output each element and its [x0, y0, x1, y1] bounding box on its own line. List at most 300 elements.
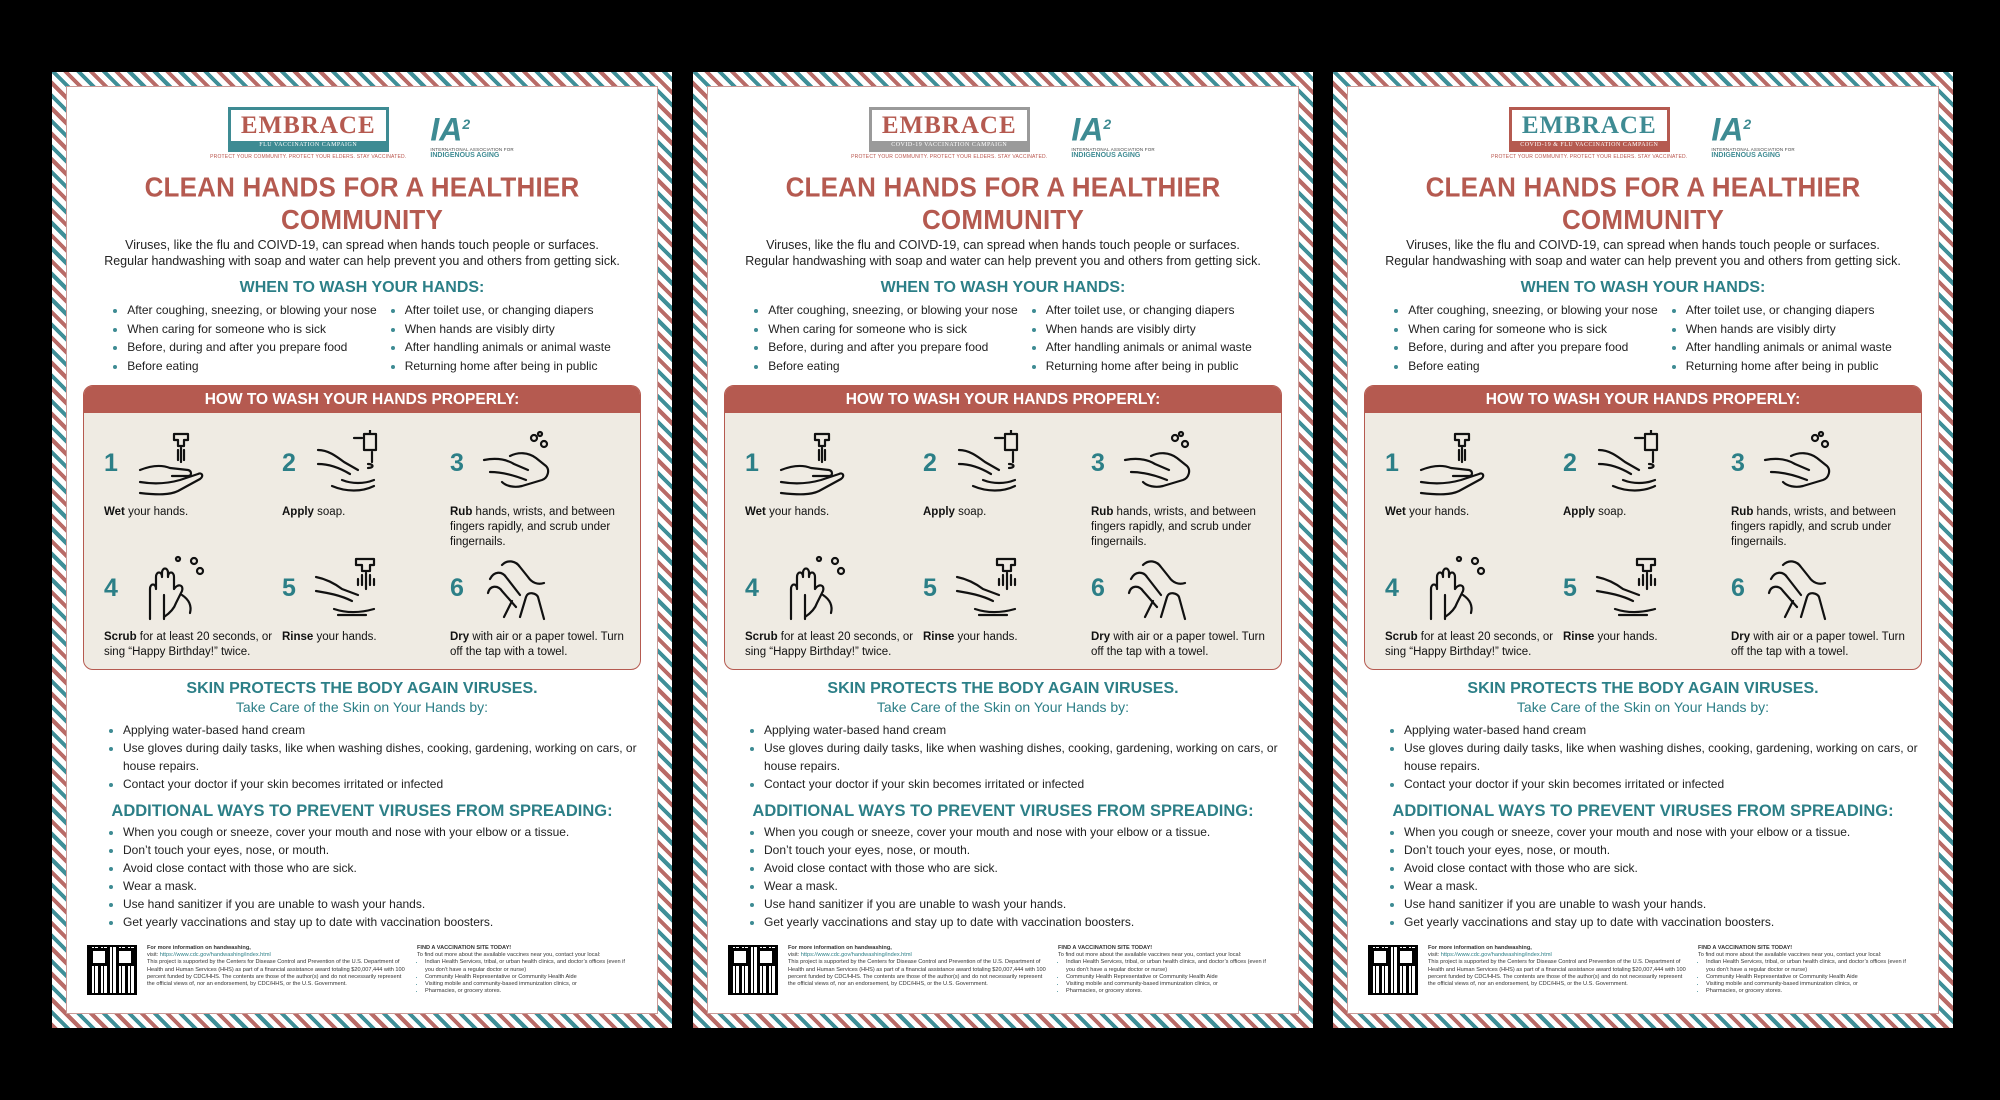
step-description: [745, 630, 915, 660]
hands-under-tap-icon: [773, 430, 847, 496]
wash-step-5: [1563, 548, 1723, 670]
poster-content: [66, 86, 658, 1014]
footer-info: [1428, 945, 1688, 995]
wash-steps: [725, 413, 1281, 670]
skin-subheading: Take Care of the Skin on Your Hands by:: [1516, 699, 1770, 715]
step-header: [450, 548, 630, 628]
ia2-org-line: INTERNATIONAL ASSOCIATION FOR: [430, 146, 514, 152]
step-action: Dry: [450, 631, 470, 643]
paper-towel-icon: [478, 555, 552, 621]
step-description: [450, 630, 630, 660]
wash-step-1: [1385, 423, 1555, 548]
footer-disclaimer: This project is supported by the Centers for Disease Control and Prevention of the U.S. Department of Health and Human Services (HHS) as part of a financial assistance award totaling $20,007,444 with 100 percent funded by CDC/HHS. The contents are those of the author(s) and do not necessarily represent the official views of, nor an endorsement, by CDC/HHS, or the U.S. Government.: [147, 959, 405, 988]
ia2-superscript: 2: [1103, 116, 1112, 132]
step-description: [1731, 505, 1911, 550]
list-item: • When you cough or sneeze, cover your mouth and nose with your elbow or a tissue.: [764, 823, 1278, 841]
handwashing-link[interactable]: https://www.cdc.gov/handwashing/index.html: [1440, 952, 1552, 959]
wash-step-3: [1731, 423, 1911, 548]
list-item: • Wear a mask.: [1404, 877, 1918, 895]
rubbing-hands-icon: [478, 430, 552, 496]
step-detail: with air or a paper towel. Turn off the tap with a towel.: [1091, 631, 1265, 658]
poster-title: CLEAN HANDS FOR A HEALTHIER COMMUNITY: [785, 171, 1221, 236]
intro-line-1: Viruses, like the flu and COIVD-19, can spread when hands touch people or surfaces.: [766, 238, 1240, 252]
handwashing-link[interactable]: https://www.cdc.gov/handwashing/index.html: [800, 952, 912, 959]
step-header: [1731, 423, 1911, 503]
step-header: [923, 423, 1083, 503]
list-item: • Use hand sanitizer if you are unable to wash your hands.: [764, 895, 1278, 913]
logo-row: [728, 107, 1278, 169]
footer-visit-label: visit:: [147, 952, 160, 959]
wash-step-5: [923, 548, 1083, 670]
paper-towel-icon: [1119, 555, 1193, 621]
skin-care-list: [87, 721, 637, 793]
intro-line-2: Regular handwashing with soap and water can help prevent you and others from getting sick.: [745, 254, 1261, 268]
list-item: • Visiting mobile and community-based immunization clinics, or: [425, 981, 627, 988]
wash-steps: [84, 413, 640, 670]
step-action: Dry: [1091, 631, 1111, 643]
footer-visit-line: [147, 952, 407, 959]
list-item: • When hands are visibly dirty: [405, 320, 611, 339]
skin-subheading: Take Care of the Skin on Your Hands by:: [235, 699, 489, 715]
rinse-hands-icon: [1591, 555, 1665, 621]
list-item: • Avoid close contact with those who are sick.: [764, 859, 1278, 877]
list-item: • Pharmacies, or grocery stores.: [425, 988, 627, 995]
find-site-list: [417, 959, 627, 995]
list-item: • After coughing, sneezing, or blowing your nose: [768, 301, 1018, 320]
wash-step-3: [1091, 423, 1271, 548]
step-description: [104, 630, 274, 660]
step-action: Apply: [1563, 506, 1595, 518]
campaign-name: COVID-19 VACCINATION CAMPAIGN: [872, 141, 1027, 149]
list-item: • Contact your doctor if your skin becomes irritated or infected: [1404, 775, 1918, 793]
find-site-heading: FIND A VACCINATION SITE TODAY!: [1058, 945, 1153, 951]
additional-ways-list: [728, 823, 1278, 931]
step-description: [450, 505, 630, 550]
step-detail: soap.: [954, 506, 987, 518]
skin-heading: SKIN PROTECTS THE BODY AGAIN VIRUSES.: [827, 680, 1179, 697]
handwashing-poster-1: [52, 72, 672, 1028]
footer-visit-line: [1428, 952, 1688, 959]
step-description: [1385, 630, 1555, 660]
step-number: 5: [1563, 573, 1577, 602]
step-action: Rinse: [923, 631, 955, 643]
skin-subheading: Take Care of the Skin on Your Hands by:: [876, 699, 1130, 715]
poster-content: [707, 86, 1299, 1014]
list-item: • After coughing, sneezing, or blowing your nose: [1408, 301, 1658, 320]
how-to-wash-heading: HOW TO WASH YOUR HANDS PROPERLY:: [1365, 386, 1921, 413]
list-item: • After toilet use, or changing diapers: [405, 301, 611, 320]
additional-ways-heading: ADDITIONAL WAYS TO PREVENT VIRUSES FROM SPREADING:: [752, 802, 1254, 820]
list-item: • After toilet use, or changing diapers: [1686, 301, 1892, 320]
find-site-heading: FIND A VACCINATION SITE TODAY!: [417, 945, 512, 951]
step-detail: with air or a paper towel. Turn off the tap with a towel.: [450, 631, 624, 658]
ia2-org-line: INTERNATIONAL ASSOCIATION FOR: [1071, 146, 1155, 152]
step-detail: your hands.: [1594, 631, 1658, 643]
wash-step-2: [1563, 423, 1723, 548]
list-item: • Get yearly vaccinations and stay up to date with vaccination boosters.: [123, 913, 637, 931]
list-item: • After handling animals or animal waste: [405, 338, 611, 357]
step-action: Scrub: [1385, 631, 1418, 643]
step-description: [745, 505, 915, 520]
step-number: 5: [923, 573, 937, 602]
soap-dispenser-icon: [310, 430, 384, 496]
handwashing-poster-3: [1333, 72, 1953, 1028]
wash-step-2: [923, 423, 1083, 548]
step-header: [745, 423, 915, 503]
list-item: • Wear a mask.: [764, 877, 1278, 895]
step-number: 2: [1563, 448, 1577, 477]
footer-disclaimer: This project is supported by the Centers for Disease Control and Prevention of the U.S. Department of Health and Human Services (HHS) as part of a financial assistance award totaling $20,007,444 with 100 percent funded by CDC/HHS. The contents are those of the author(s) and do not necessarily represent the official views of, nor an endorsement, by CDC/HHS, or the U.S. Government.: [1428, 959, 1686, 988]
list-item: • Before, during and after you prepare food: [1408, 338, 1658, 357]
wash-steps: [1365, 413, 1921, 670]
list-item: • Before eating: [127, 357, 377, 376]
list-item: • After handling animals or animal waste: [1046, 338, 1252, 357]
step-detail: soap.: [1594, 506, 1627, 518]
additional-ways-heading: ADDITIONAL WAYS TO PREVENT VIRUSES FROM SPREADING:: [111, 802, 613, 820]
list-item: • When caring for someone who is sick: [127, 320, 377, 339]
list-item: • Returning home after being in public: [405, 357, 611, 376]
list-item: • Before eating: [768, 357, 1018, 376]
step-action: Rub: [1091, 506, 1114, 518]
step-header: [450, 423, 630, 503]
rubbing-hands-icon: [1119, 430, 1193, 496]
how-to-wash-panel: [1364, 385, 1922, 670]
scrubbing-hands-icon: [1413, 555, 1487, 621]
intro-text: [87, 237, 637, 269]
logo-row: [87, 107, 637, 169]
list-item: • Contact your doctor if your skin becomes irritated or infected: [123, 775, 637, 793]
step-header: [1563, 548, 1723, 628]
soap-dispenser-icon: [1591, 430, 1665, 496]
step-detail: soap.: [313, 506, 346, 518]
step-description: [1385, 505, 1555, 520]
logo-tagline: PROTECT YOUR COMMUNITY. PROTECT YOUR ELDERS. STAY VACCINATED.: [851, 154, 1048, 160]
additional-ways-heading: ADDITIONAL WAYS TO PREVENT VIRUSES FROM SPREADING:: [1392, 802, 1894, 820]
step-header: [1385, 548, 1555, 628]
step-description: [1563, 630, 1723, 645]
footer-visit-label: visit:: [1428, 952, 1441, 959]
hands-under-tap-icon: [1413, 430, 1487, 496]
poster-title: CLEAN HANDS FOR A HEALTHIER COMMUNITY: [1425, 171, 1861, 236]
ia2-letters: IA: [430, 111, 463, 148]
wash-step-1: [745, 423, 915, 548]
wash-step-1: [104, 423, 274, 548]
step-number: 3: [450, 448, 464, 477]
ia2-superscript: 2: [1743, 116, 1752, 132]
when-list-right: [1032, 301, 1252, 375]
find-site-text: To find out more about the available vaccines near you, contact your local:: [417, 952, 601, 959]
step-header: [1731, 548, 1911, 628]
when-list-left: [754, 301, 1018, 375]
list-item: • Use gloves during daily tasks, like when washing dishes, cooking, gardening, working on cars, or house repairs.: [1404, 739, 1918, 775]
step-action: Rinse: [282, 631, 314, 643]
list-item: • After handling animals or animal waste: [1686, 338, 1892, 357]
step-action: Rinse: [1563, 631, 1595, 643]
when-to-wash-heading: WHEN TO WASH YOUR HANDS:: [1520, 279, 1766, 296]
wash-step-4: [104, 548, 274, 670]
step-description: [923, 630, 1083, 645]
step-action: Dry: [1731, 631, 1751, 643]
list-item: • Returning home after being in public: [1686, 357, 1892, 376]
list-item: • Before, during and after you prepare food: [127, 338, 377, 357]
step-action: Wet: [1385, 506, 1406, 518]
list-item: • When hands are visibly dirty: [1046, 320, 1252, 339]
embrace-logo: [851, 107, 1047, 160]
hands-under-tap-icon: [132, 430, 206, 496]
step-description: [1091, 630, 1271, 660]
intro-text: [728, 237, 1278, 269]
step-description: [1091, 505, 1271, 550]
ia2-superscript: 2: [462, 116, 471, 132]
embrace-logo-box: [869, 107, 1030, 152]
step-number: 1: [745, 448, 759, 477]
list-item: • Avoid close contact with those who are sick.: [1404, 859, 1918, 877]
intro-text: [1368, 237, 1918, 269]
intro-line-1: Viruses, like the flu and COIVD-19, can spread when hands touch people or surfaces.: [125, 238, 599, 252]
embrace-logo-box: [1509, 107, 1670, 152]
list-item: • Use hand sanitizer if you are unable to wash your hands.: [123, 895, 637, 913]
logo-tagline: PROTECT YOUR COMMUNITY. PROTECT YOUR ELDERS. STAY VACCINATED.: [1491, 154, 1688, 160]
qr-code-icon: [728, 945, 778, 995]
list-item: • Applying water-based hand cream: [1404, 721, 1918, 739]
step-action: Wet: [104, 506, 125, 518]
ia2-letters: IA: [1071, 111, 1104, 148]
when-to-wash-list: [1368, 301, 1918, 375]
step-description: [1563, 505, 1723, 520]
ia2-mark: [1711, 107, 1794, 147]
step-action: Scrub: [104, 631, 137, 643]
logo-row: [1368, 107, 1918, 169]
list-item: • After coughing, sneezing, or blowing your nose: [127, 301, 377, 320]
step-description: [1731, 630, 1911, 660]
list-item: • Wear a mask.: [123, 877, 637, 895]
list-item: • Contact your doctor if your skin becomes irritated or infected: [764, 775, 1278, 793]
intro-line-2: Regular handwashing with soap and water can help prevent you and others from getting sick.: [1385, 254, 1901, 268]
rinse-hands-icon: [951, 555, 1025, 621]
find-site-heading: FIND A VACCINATION SITE TODAY!: [1698, 945, 1793, 951]
step-header: [1385, 423, 1555, 503]
list-item: • Visiting mobile and community-based immunization clinics, or: [1066, 981, 1268, 988]
handwashing-poster-2: [693, 72, 1313, 1028]
list-item: • Use gloves during daily tasks, like when washing dishes, cooking, gardening, working on cars, or house repairs.: [123, 739, 637, 775]
step-description: [282, 630, 442, 645]
list-item: • Don’t touch your eyes, nose, or mouth.: [764, 841, 1278, 859]
wash-step-3: [450, 423, 630, 548]
ia2-mark: [430, 107, 513, 147]
step-detail: your hands.: [313, 631, 377, 643]
soap-dispenser-icon: [951, 430, 1025, 496]
list-item: • Indian Health Services, tribal, or urban health clinics, and doctor’s offices (even if you don’t have a regular doctor or nurse): [1066, 959, 1268, 973]
list-item: • Use hand sanitizer if you are unable to wash your hands.: [1404, 895, 1918, 913]
step-number: 1: [1385, 448, 1399, 477]
when-to-wash-list: [87, 301, 637, 375]
find-site-text: To find out more about the available vaccines near you, contact your local:: [1058, 952, 1242, 959]
footer-vaccination-site: [1698, 945, 1908, 995]
how-to-wash-heading: HOW TO WASH YOUR HANDS PROPERLY:: [725, 386, 1281, 413]
footer-vaccination-site: [417, 945, 627, 995]
campaign-name: FLU VACCINATION CAMPAIGN: [231, 141, 386, 149]
ia2-logo: [430, 107, 513, 159]
step-detail: hands, wrists, and between fingers rapidly, and scrub under fingernails.: [450, 506, 615, 548]
embrace-logo: [210, 107, 406, 160]
when-list-right: [1672, 301, 1892, 375]
step-number: 2: [282, 448, 296, 477]
step-detail: your hands.: [1405, 506, 1470, 518]
list-item: • Don’t touch your eyes, nose, or mouth.: [123, 841, 637, 859]
list-item: • Community Health Representative or Community Health Aide: [425, 974, 627, 981]
skin-heading: SKIN PROTECTS THE BODY AGAIN VIRUSES.: [1467, 680, 1819, 697]
list-item: • Get yearly vaccinations and stay up to date with vaccination boosters.: [764, 913, 1278, 931]
step-action: Scrub: [745, 631, 778, 643]
step-detail: for at least 20 seconds, or sing “Happy Birthday!” twice.: [745, 631, 914, 658]
intro-line-1: Viruses, like the flu and COIVD-19, can spread when hands touch people or surfaces.: [1406, 238, 1880, 252]
step-number: 3: [1091, 448, 1105, 477]
campaign-name: COVID-19 & FLU VACCINATION CAMPAIGN: [1512, 141, 1667, 149]
footer-more-info: For more information on handwashing,: [788, 945, 892, 951]
how-to-wash-heading: HOW TO WASH YOUR HANDS PROPERLY:: [84, 386, 640, 413]
intro-line-2: Regular handwashing with soap and water can help prevent you and others from getting sick.: [104, 254, 620, 268]
ia2-org-name: INDIGENOUS AGING: [1071, 151, 1141, 159]
footer-more-info: For more information on handwashing,: [1428, 945, 1532, 951]
step-detail: your hands.: [765, 506, 830, 518]
when-list-left: [1394, 301, 1658, 375]
step-header: [1091, 423, 1271, 503]
step-number: 4: [745, 573, 759, 602]
step-header: [104, 423, 274, 503]
step-detail: hands, wrists, and between fingers rapidly, and scrub under fingernails.: [1091, 506, 1256, 548]
qr-code-icon: [87, 945, 137, 995]
list-item: • Avoid close contact with those who are sick.: [123, 859, 637, 877]
footer-vaccination-site: [1058, 945, 1268, 995]
paper-towel-icon: [1759, 555, 1833, 621]
step-description: [104, 505, 274, 520]
footer-disclaimer: This project is supported by the Centers for Disease Control and Prevention of the U.S. Department of Health and Human Services (HHS) as part of a financial assistance award totaling $20,007,444 with 100 percent funded by CDC/HHS. The contents are those of the author(s) and do not necessarily represent the official views of, nor an endorsement, by CDC/HHS, or the U.S. Government.: [788, 959, 1046, 988]
find-site-list: [1058, 959, 1268, 995]
step-description: [923, 505, 1083, 520]
list-item: • Applying water-based hand cream: [123, 721, 637, 739]
embrace-logo-box: [228, 107, 389, 152]
additional-ways-list: [1368, 823, 1918, 931]
list-item: • Indian Health Services, tribal, or urban health clinics, and doctor’s offices (even if you don’t have a regular doctor or nurse): [425, 959, 627, 973]
additional-ways-list: [87, 823, 637, 931]
list-item: • Visiting mobile and community-based immunization clinics, or: [1706, 981, 1908, 988]
step-number: 4: [1385, 573, 1399, 602]
step-header: [1563, 423, 1723, 503]
step-header: [282, 548, 442, 628]
step-detail: for at least 20 seconds, or sing “Happy Birthday!” twice.: [104, 631, 273, 658]
when-to-wash-heading: WHEN TO WASH YOUR HANDS:: [880, 279, 1126, 296]
rinse-hands-icon: [310, 555, 384, 621]
list-item: • Use gloves during daily tasks, like when washing dishes, cooking, gardening, working on cars, or house repairs.: [764, 739, 1278, 775]
ia2-logo: [1071, 107, 1154, 159]
list-item: • When caring for someone who is sick: [768, 320, 1018, 339]
skin-care-list: [728, 721, 1278, 793]
when-to-wash-list: [728, 301, 1278, 375]
step-header: [745, 548, 915, 628]
find-site-text: To find out more about the available vaccines near you, contact your local:: [1698, 952, 1882, 959]
how-to-wash-panel: [83, 385, 641, 670]
ia2-org-name: INDIGENOUS AGING: [1711, 151, 1781, 159]
step-number: 4: [104, 573, 118, 602]
footer-visit-label: visit:: [788, 952, 801, 959]
list-item: • When you cough or sneeze, cover your mouth and nose with your elbow or a tissue.: [1404, 823, 1918, 841]
list-item: • When you cough or sneeze, cover your mouth and nose with your elbow or a tissue.: [123, 823, 637, 841]
list-item: • When hands are visibly dirty: [1686, 320, 1892, 339]
logo-tagline: PROTECT YOUR COMMUNITY. PROTECT YOUR ELDERS. STAY VACCINATED.: [210, 154, 407, 160]
wash-step-5: [282, 548, 442, 670]
embrace-logo: [1491, 107, 1687, 160]
embrace-word: EMBRACE: [240, 112, 376, 139]
step-number: 2: [923, 448, 937, 477]
ia2-letters: IA: [1711, 111, 1744, 148]
list-item: • Get yearly vaccinations and stay up to date with vaccination boosters.: [1404, 913, 1918, 931]
step-header: [1091, 548, 1271, 628]
step-action: Rub: [450, 506, 473, 518]
wash-step-2: [282, 423, 442, 548]
step-detail: for at least 20 seconds, or sing “Happy Birthday!” twice.: [1385, 631, 1554, 658]
ia2-logo: [1711, 107, 1794, 159]
poster-footer: [1368, 945, 1918, 995]
when-to-wash-heading: WHEN TO WASH YOUR HANDS:: [239, 279, 485, 296]
wash-step-4: [1385, 548, 1555, 670]
poster-footer: [728, 945, 1278, 995]
footer-info: [147, 945, 407, 995]
step-action: Rub: [1731, 506, 1754, 518]
how-to-wash-panel: [724, 385, 1282, 670]
list-item: • Returning home after being in public: [1046, 357, 1252, 376]
list-item: • After toilet use, or changing diapers: [1046, 301, 1252, 320]
skin-care-list: [1368, 721, 1918, 793]
embrace-word: EMBRACE: [1521, 112, 1657, 139]
list-item: • When caring for someone who is sick: [1408, 320, 1658, 339]
list-item: • Pharmacies, or grocery stores.: [1706, 988, 1908, 995]
list-item: • Community Health Representative or Community Health Aide: [1066, 974, 1268, 981]
step-number: 6: [1091, 573, 1105, 602]
step-detail: with air or a paper towel. Turn off the tap with a towel.: [1731, 631, 1905, 658]
step-action: Wet: [745, 506, 766, 518]
wash-step-6: [450, 548, 630, 670]
wash-step-6: [1731, 548, 1911, 670]
list-item: • Indian Health Services, tribal, or urban health clinics, and doctor’s offices (even if you don’t have a regular doctor or nurse): [1706, 959, 1908, 973]
list-item: • Before eating: [1408, 357, 1658, 376]
list-item: • Community Health Representative or Community Health Aide: [1706, 974, 1908, 981]
footer-more-info: For more information on handwashing,: [147, 945, 251, 951]
skin-heading: SKIN PROTECTS THE BODY AGAIN VIRUSES.: [186, 680, 538, 697]
scrubbing-hands-icon: [132, 555, 206, 621]
handwashing-link[interactable]: https://www.cdc.gov/handwashing/index.html: [159, 952, 271, 959]
wash-step-4: [745, 548, 915, 670]
when-list-right: [391, 301, 611, 375]
poster-title: CLEAN HANDS FOR A HEALTHIER COMMUNITY: [144, 171, 580, 236]
wash-step-6: [1091, 548, 1271, 670]
list-item: • Pharmacies, or grocery stores.: [1066, 988, 1268, 995]
step-number: 3: [1731, 448, 1745, 477]
step-detail: your hands.: [124, 506, 189, 518]
step-action: Apply: [282, 506, 314, 518]
ia2-org-line: INTERNATIONAL ASSOCIATION FOR: [1711, 146, 1795, 152]
step-description: [282, 505, 442, 520]
qr-code-icon: [1368, 945, 1418, 995]
scrubbing-hands-icon: [773, 555, 847, 621]
step-detail: your hands.: [954, 631, 1018, 643]
step-number: 6: [1731, 573, 1745, 602]
step-number: 1: [104, 448, 118, 477]
poster-content: [1347, 86, 1939, 1014]
ia2-mark: [1071, 107, 1154, 147]
poster-footer: [87, 945, 637, 995]
footer-info: [788, 945, 1048, 995]
find-site-list: [1698, 959, 1908, 995]
